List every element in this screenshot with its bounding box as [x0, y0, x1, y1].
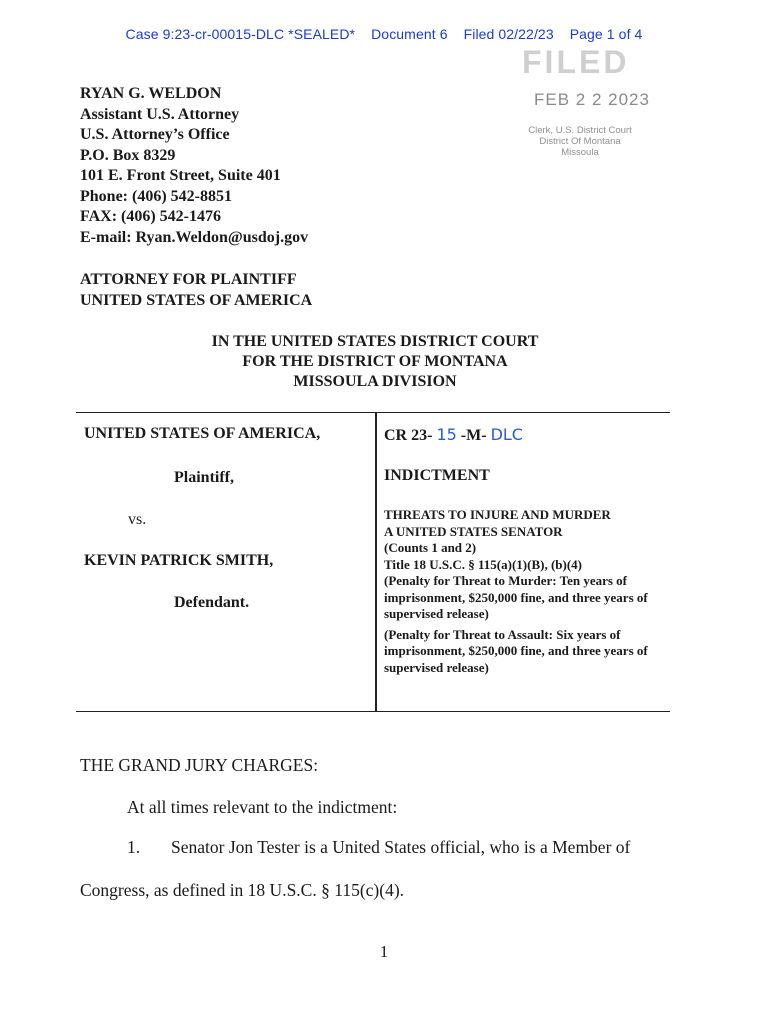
case-number-handwritten: 15: [436, 425, 457, 444]
doc-type: INDICTMENT: [384, 467, 490, 484]
attorney-phone: Phone: (406) 542-8851: [80, 187, 232, 205]
attorney-for-line-1: ATTORNEY FOR PLAINTIFF: [80, 271, 297, 288]
attorney-fax: FAX: (406) 542-1476: [80, 208, 222, 225]
filed-stamp-clerk: [506, 125, 654, 158]
header-document: Document 6: [371, 26, 448, 42]
attorney-email: E-mail: Ryan.Weldon@usdoj.gov: [80, 228, 309, 246]
attorney-block: [80, 84, 308, 248]
plaintiff-name: UNITED STATES OF AMERICA,: [84, 425, 321, 442]
attorney-for-line-2: UNITED STATES OF AMERICA: [80, 291, 313, 309]
caption-divider: [375, 413, 377, 711]
page-number: 1: [379, 942, 389, 961]
charges-block: [384, 507, 666, 676]
defendant-label: Defendant.: [174, 594, 250, 611]
paragraph-1-line-2: Congress, as defined in 18 U.S.C. § 115(c)(4).: [80, 880, 405, 900]
plaintiff-label: Plaintiff,: [174, 469, 234, 486]
case-number: [384, 425, 527, 445]
court-line-3: MISSOULA DIVISION: [293, 373, 457, 390]
header-filed: Filed 02/22/23: [463, 26, 554, 42]
counts: (Counts 1 and 2): [384, 540, 477, 555]
defendant-name: KEVIN PATRICK SMITH,: [84, 552, 274, 569]
clerk-line-3: Missoula: [561, 147, 599, 158]
filed-stamp: FILED: [522, 44, 630, 80]
case-judge-handwritten: DLC: [490, 425, 523, 444]
paragraph-1-number: 1.: [127, 837, 141, 857]
statute: Title 18 U.S.C. § 115(a)(1)(B), (b)(4): [384, 556, 582, 572]
attorney-office: U.S. Attorney’s Office: [80, 126, 230, 143]
versus: vs.: [128, 511, 147, 528]
clerk-line-2: District Of Montana: [539, 136, 621, 147]
court-line-1: IN THE UNITED STATES DISTRICT COURT: [211, 333, 539, 350]
attorney-name: RYAN G. WELDON: [80, 85, 222, 102]
case-caption: [76, 412, 670, 712]
grand-jury-heading: THE GRAND JURY CHARGES:: [80, 755, 319, 775]
charge-title-2: A UNITED STATES SENATOR: [384, 523, 563, 539]
court-heading: [0, 332, 750, 392]
attorney-for-block: [80, 270, 312, 311]
court-line-2: FOR THE DISTRICT OF MONTANA: [242, 353, 508, 370]
attorney-street: 101 E. Front Street, Suite 401: [80, 167, 281, 184]
case-mid: -M-: [460, 427, 487, 444]
charge-title-1: THREATS TO INJURE AND MURDER: [384, 507, 611, 522]
case-prefix: CR 23-: [384, 427, 433, 444]
header-page: Page 1 of 4: [569, 26, 643, 42]
relevant-times: At all times relevant to the indictment:: [127, 797, 398, 817]
attorney-po-box: P.O. Box 8329: [80, 146, 176, 164]
clerk-line-1: Clerk, U.S. District Court: [528, 125, 632, 136]
filed-stamp-date: FEB 2 2 2023: [534, 90, 650, 109]
penalty-assault: (Penalty for Threat to Assault: Six years of imprisonment, $250,000 fine, and three years of supervised release): [384, 626, 648, 675]
penalty-murder: (Penalty for Threat to Murder: Ten years of imprisonment, $250,000 fine, and three years of supervised release): [384, 573, 648, 621]
attorney-title: Assistant U.S. Attorney: [80, 105, 240, 123]
ecf-header: [0, 26, 768, 42]
header-case: Case 9:23-cr-00015-DLC *SEALED*: [125, 26, 356, 42]
paragraph-1-line-1: Senator Jon Tester is a United States official, who is a Member of: [171, 837, 631, 857]
